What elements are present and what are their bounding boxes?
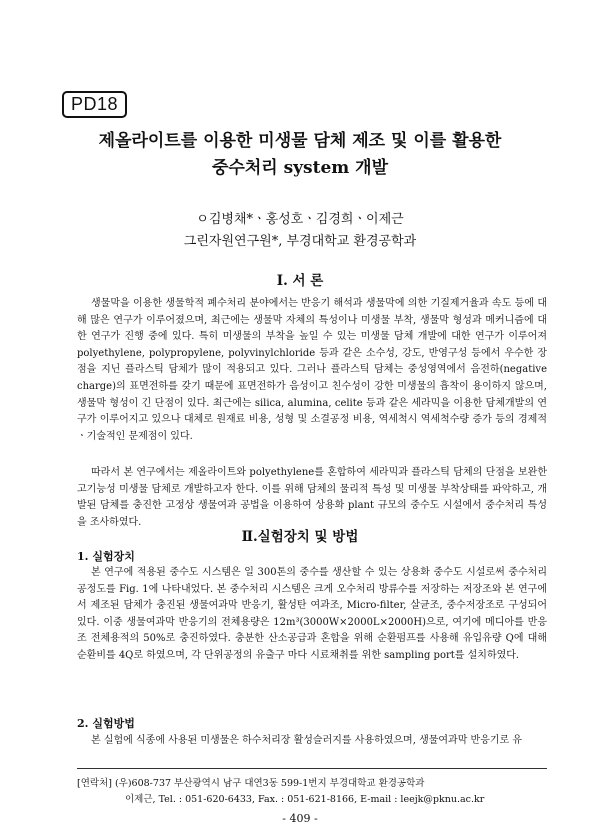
title-line-1: 제올라이트를 이용한 미생물 담체 제조 및 이를 활용한: [98, 131, 502, 151]
subsection-1-heading: 1. 실험장치: [77, 550, 135, 563]
section-2-heading: Ⅱ.실험장치 및 방법: [241, 529, 359, 545]
authors: ㅇ김병채*ㆍ홍성호ㆍ김경희ㆍ이제근: [196, 212, 404, 227]
contact-line-2: 이제근, Tel. : 051-620-6433, Fax. : 051-621-8166, E-mail : leejk@pknu.ac.kr: [125, 794, 485, 805]
methods-paragraph-1: 본 연구에 적용된 중수도 시스템은 일 300톤의 중수를 생산할 수 있는 상용화 중수도 시설로써 중수처리 공정도를 Fig. 1에 나타내었다. 본 중수처리 시스템은 크게 오수처리 방류수를 저장하는 저장조와 본 연구에서 제조된 담체가 충진된 생물여과막 반응기, 활성탄 여과조, Micro-filter, 살균조, 중수저장조로 구성되어 있다. 이중 생물여과막 반응기의 전체용량은 12m³(3000W×2000L×2000H)으로, 여기에 메디아를 반응조 전체용적의 50%로 충진하였다. 충분한 산소공급과 혼합을 위해 순환펌프를 사용해 유입유량 Q에 대해 순환비를 4Q로 하였으며, 각 단위공정의 유출구 마다 시료채취를 위한 sampling port를 설치하였다.: [77, 567, 547, 661]
title-line-2: 중수처리 system 개발: [211, 158, 389, 178]
intro-paragraph-2: 따라서 본 연구에서는 제올라이트와 polyethylene를 혼합하여 세라믹과 플라스틱 담체의 단점을 보완한 고기능성 미생물 담체로 개발하고자 한다. 이를 위해 담체의 물리적 특성 및 미생물 부착상태를 파악하고, 개발된 담체를 충진한 고정상 생물여과 공법을 이용하여 상용화 plant 규모의 중수도 시설에서 중수처리 특성을 조사하였다.: [77, 467, 547, 528]
poster-badge: PD18: [62, 91, 127, 118]
contact-line-1: [연락처] (우)608-737 부산광역시 남구 대연3동 599-1번지 부경대학교 환경공학과: [77, 778, 425, 789]
methods-paragraph-2: 본 실험에 식종에 사용된 미생물은 하수처리장 활성슬러지를 사용하였으며, 생물여과막 반응기로 유: [91, 735, 523, 746]
footer-rule: [77, 768, 547, 769]
affiliations: 그린자원연구원*, 부경대학교 환경공학과: [183, 234, 417, 249]
intro-paragraph-1: 생물막을 이용한 생물학적 폐수처리 분야에서는 반응기 해석과 생물막에 의한 기질제거율과 속도 등에 대해 많은 연구가 이루어졌으며, 최근에는 생물막 자체의 특성이나 미생물 부착, 생물막 형성과 메커니즘에 대한 연구가 진행 중에 있다. 특히 미생물의 부착을 높일 수 있는 미생물 담체 개발에 대한 연구가 이루어져 polyethylene, polypropylene, polyvinylchloride 등과 같은 소수성, 강도, 반영구성 등에서 우수한 장점을 지닌 플라스틱 담체가 많이 적용되고 있다. 그러나 플라스틱 담체는 중성영역에서 음전하(negative charge)의 표면전하를 갖기 때문에 표면전하가 음성이고 친수성이 강한 미생물의 흡착이 용이하지 않으며, 생물막 형성이 긴 단점이 있다. 최근에는 silica, alumina, celite 등과 같은 세라믹을 이용한 담체개발의 연구가 이루어지고 있으나 대체로 원재료 비용, 성형 및 소결공정 비용, 역세척시 역세척수량 증가 등의 경제적ㆍ기술적인 문제점이 있다.: [77, 298, 547, 442]
page-number: - 409 -: [282, 812, 318, 825]
section-1-heading: Ⅰ. 서 론: [276, 273, 324, 289]
subsection-2-heading: 2. 실험방법: [77, 717, 135, 730]
